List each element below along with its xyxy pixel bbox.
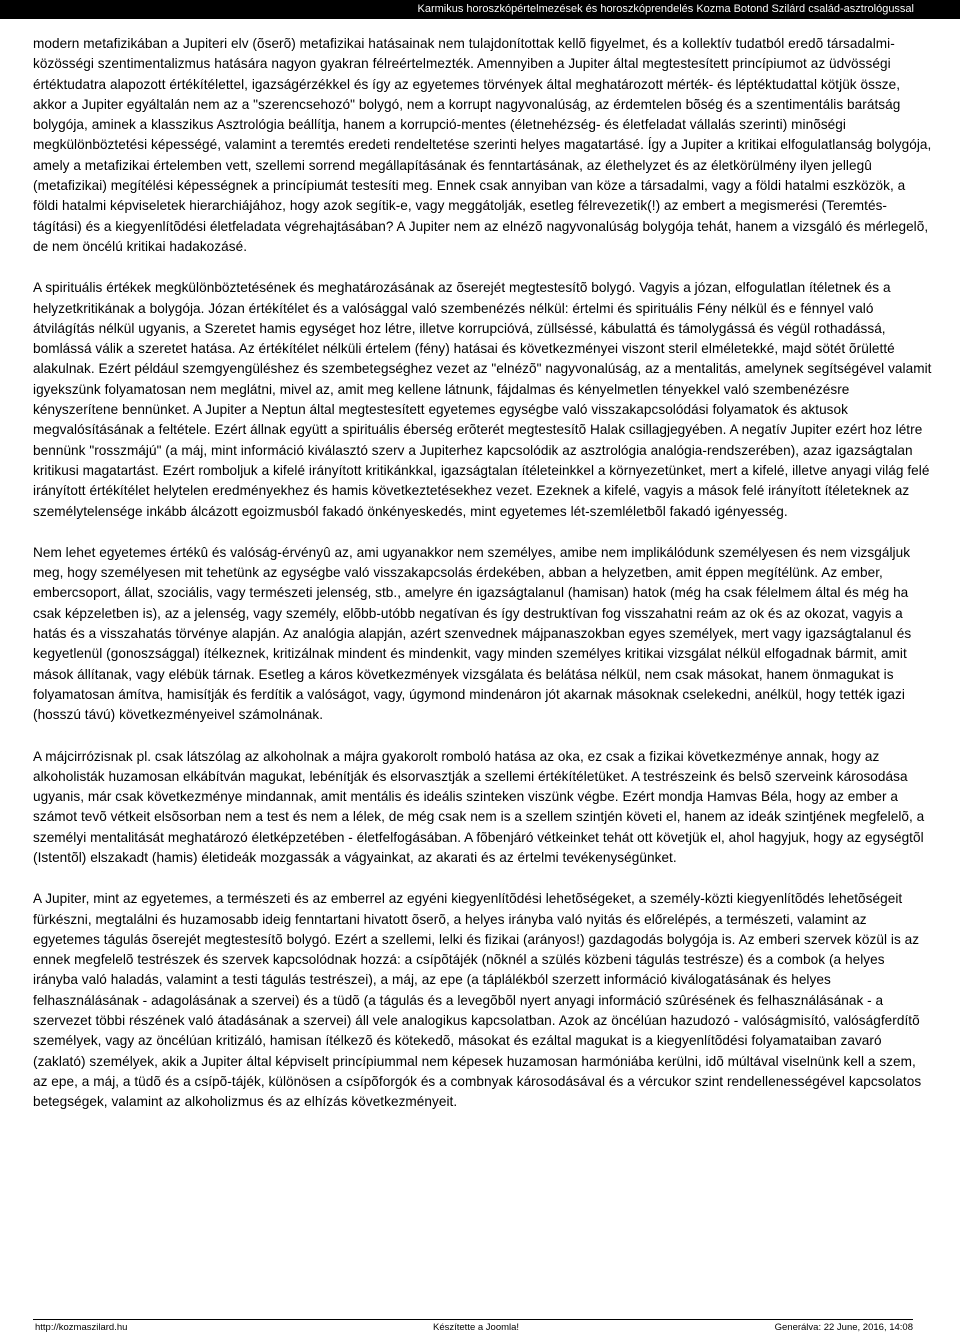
footer-generated-date: Generálva: 22 June, 2016, 14:08 [774,1322,913,1333]
article-body [33,34,933,1134]
paragraph: Nem lehet egyetemes értékû és valóság-érvényû az, ami ugyanakkor nem személyes, amibe nem implikálódunk személyesen és nem vizsgáljuk meg, hogy személyesen mit tehetünk az egységbe való visszakapcsolás érdekében, abban a helyzetben, amit éppen megítélünk. Az ember, embercsoport, állat, szociális, vagy természeti jelenség, stb., amelyre én igazságtalanul (hamisan) hatok (még ha csak félelmem által és még ha csak képzeletben is), az a jelenség, vagy személy, elõbb-utóbb negatívan és így destruktívan fog visszahatni reám az ok és az okozat, vagyis a hatás és a visszahatás törvénye alapján. Az analógia alapján, azért szenvednek májpanaszokban egyes személyek, mert vagy igazságtalanul és kegyetlenül (gonoszsággal) ítélkeznek, kritizálnak mindent és mindenkit, vagy minden személyes kritikai vizsgálat nélkül elfogadnak bármit, amit mások állítanak, vagy elébük tárnak. Esetleg a káros következmények vizsgálata és belátása nélkül, nem csak másokat, hanem önmagukat is folyamatosan ámítva, hamisítják és ferdítik a valóságot, vagy, úgymond mindenáron jót akarnak másoknak cselekedni, anélkül, hogy tették igazi (hosszú távú) következményeivel számolnának. [33,544,912,723]
page-header [0,0,960,19]
footer-made-by: Készítette a Joomla! [433,1322,520,1333]
paragraph: A spirituális értékek megkülönböztetésének és meghatározásának az õserejét megtestesítõ bolygó. Vagyis a józan, elfogulatlan ítéletnek és a helyzetkritikának a bolygója. Józan értékítélet és a valósággal való szembenézés nélkül: értelmi és spirituális Fény nélkül és e fénnyel való átvilágítás nélkül ugyanis, a Szeretet hamis egységet hoz létre, illetve korrupcióvá, züllséssé, kábulattá és támolygássá és végül rothadássá, bomlássá válik a szeretet hatása. Az értékítélet nélküli értelem (fény) hatásai és következményei viszont steril elméletekké, majd sötét õrületté alakulnak. Ezért például szemgyengüléshez és szembetegséghez vezet az "elnézõ" nagyvonalúság, az a mentalitás, amelynek segítségével valamit igyekszünk folyamatosan nem meglátni, mivel az, amit meg kellene látnunk, fájdalmas és kényelmetlen tényekkel való szembenézésre kényszerítene bennünket. A Jupiter a Neptun által megtestesített egyetemes egységbe való visszakapcsolódási folyamatok és aktusok megvalósításának a feltétele. Ezért állnak együtt a spirituális éberség erõterét megtestesítõ Halak csillagjegyében. A negatív Jupiter ezért hoz létre bennünk "rosszmájú" (a máj, mint információ kiválasztó szerv a Jupiterhez kapcsolódik az asztrológia analógia-rendszerében), azaz igazságtalan kritikusi magatartást. Ezért romboljuk a kifelé irányított kritikánkkal, igazságtalan ítéleteinkkel a környezetünket, mert a kifelé, illetve anyagi világ felé irányított értékítélet helytelen eredményekhez és hamis következtetésekhez vezet. Ezeknek a kifelé, vagyis a mások felé irányított ítéleteknek az személytelensége inkább álcázott egoizmusból fakadó önkényeskedés, mint egyetemes lét-szemléletbõl fakadó igényesség. [33,280,932,519]
paragraph: A májcirrózisnak pl. csak látszólag az alkoholnak a májra gyakorolt romboló hatása az oka, ez csak a fizikai következménye annak, hogy az alkoholisták huzamosan elkábítván magukat, lebénítják és elsorvasztják a szellemi értékítéletüket. A testrészeink és belsõ szerveink károsodása ugyanis, már csak következménye mindannak, amit mentális és ideális szinteken viszünk végbe. Ezért mondja Hamvas Béla, hogy az ember a számot tevõ vétkeit elsõsorban nem a test és nem a lélek, de még csak nem is a szellem szintjén követi el, hanem az ideák szintjének megfelelõ, a személyi mentalitását meghatározó életképzetében - életfelfogásában. A fõbenjáró vétkeinket tehát ott követjük el, ahol hagyjuk, hogy az egységtõl (Istentõl) elszakadt (hamis) életideák mozgassák a vágyainkat, az akarati és az értelmi tevékenységünket. [33,748,925,865]
header-title: Karmikus horoszkópértelmezések és horoszkóprendelés Kozma Botond Szilárd család-asztrológussal [417,3,914,15]
paragraph: modern metafizikában a Jupiteri elv (õserõ) metafizikai hatásainak nem tulajdonítottak kellõ figyelmet, és a kollektív tudatból eredõ társadalmi-közösségi szentimentalizmus hatására nagyon gyakran félreértelmezték. Amennyiben a Jupiter által megtestesített princípiumot az üdvösségi értéktudatra alapozott értékítélettel, igazságérzékkel és így az egyetemes törvények által meghatározott mérték- és léptéktudattal kötjük össze, akkor a Jupiter egyáltalán nem az a "szerencsehozó" bolygó, nem a korrupt nagyvonalúság, az érdemtelen bõség és a szentimentális barátság bolygója, aminek a klasszikus Asztrológia beállítja, hanem a korrupció-mentes (életnehézség- és életfeladat vállalás szerinti) minõségi megkülönböztetési képességé, valamint a teremtés eredeti rendeltetése szerinti helyes magatartásé. Így a Jupiter a kritikai elfogulatlanság bolygója, amely a metafizikai értelemben vett, szellemi sorrend megállapításának és fenntartásának, az élethelyzet és az életkörülmény ilyen jellegû (metafizikai) megítélési képességnek a princípiumát testesíti meg. Ennek csak annyiban van köze a társadalmi, vagy a földi hatalmi eszközök, a földi hatalmi képviseletek hierarchiájához, hogy azok segítik-e, vagy meggátolják, esetleg félrevezetik(!) az embert a megismerési (Teremtés-tágítási) és a kiegyenlítõdési életfeladata végrehajtásában? A Jupiter nem az elnézõ nagyvonalúság bolygója tehát, hanem a vizsgáló és mérlegelõ, de nem öncélú kritikai hadakozásé. [33,36,932,254]
paragraph: A Jupiter, mint az egyetemes, a természeti és az emberrel az egyéni kiegyenlítõdési lehetõségeket, a személy-közti kiegyenlítõdés lehetõségeit fürkészni, megtalálni és huzamosabb ideig fenntartani hivatott õserõ, a helyes irányba való nyitás és előrelépés, a természeti, valamint az egyetemes tágulás õserejét megtestesítõ bolygó. Ezért a szellemi, lelki és fizikai (arányos!) gazdagodás bolygója is. Az emberi szervek közül is az ennek megfelelõ testrészek és szervek kapcsolódnak hozzá: a csípõtájék (nõknél a szülés közbeni tágulás testrésze) és a combok (a helyes irányba való haladás, valamint a testi tágulás testrészei), a máj, az epe (a táplálékból szerzett információ kiválogatásának és helyes felhasználásának - adagolásának a szervei) és a tüdõ (a tágulás és a levegõbõl nyert anyagi információ szûrésének és felhasználásának - a szervezet többi részének való átadásának a szervei) áll vele analogikus kapcsolatban. Azok az öncélúan hazudozó - valóságmisító, valóságferdítõ személyek, vagy az öncélúan kritizáló, hamisan ítélkezõ és kötekedõ, másokat és ezáltal magukat is a kiegyenlítõdési folyamataiban zavaró (zaklató) személyek, akik a Jupiter által képviselt princípiummal nem képesek huzamosan harmóniába kerülni, idõ múltával viselnünk kell a szem, az epe, a máj, a tüdõ és a csípõ-tájék, különösen a csípõforgók és a combnyak károsodásával és a vércukor szint rendellenességével kapcsolatos betegségek, valamint az alkoholizmus és az elhízás következményeit. [33,891,922,1110]
footer-url[interactable]: http://kozmaszilard.hu [35,1322,128,1333]
page-footer [33,1319,913,1334]
